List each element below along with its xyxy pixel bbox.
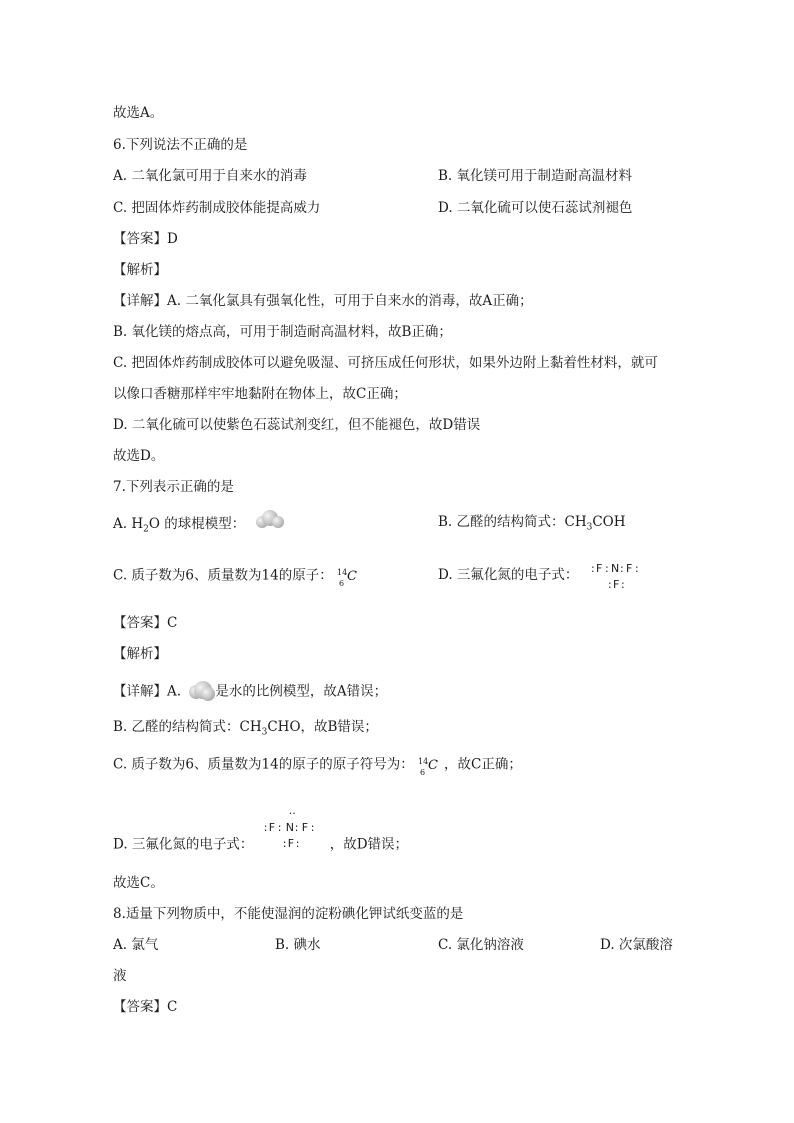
q6-options-row-1 <box>113 167 633 185</box>
question-8: 8.适量下列物质中，不能使湿润的淀粉碘化钾试纸变蓝的是 <box>113 906 464 922</box>
nuclide-symbol-answer: 14 6 C <box>418 757 438 777</box>
q7-option-d: D. 三氟化氮的电子式： <box>438 567 579 583</box>
q6-option-b: B. 氧化镁可用于制造耐高温材料 <box>438 168 633 184</box>
ball-stick-model-image <box>254 509 284 531</box>
q8-option-c: C. 氯化钠溶液 <box>438 937 524 953</box>
detail-7-a: 【详解】A. 是水的比例模型，故A错误； <box>113 681 387 703</box>
q6-options-row-2 <box>113 199 633 217</box>
detail-6-c-line2: 以像口香糖那样牢牢地黏附在物体上，故C正确； <box>113 386 407 402</box>
detail-7-c: C. 质子数为6、质量数为14的原子的原子符号为： 14 6 C ，故C正确； <box>113 756 522 777</box>
q8-option-a: A. 氯气 <box>113 937 159 953</box>
q7-option-b: B. 乙醛的结构简式：$CH_3COH$ <box>438 514 626 533</box>
analysis-7-heading: 【解析】 <box>113 646 167 662</box>
q8-option-d-wrap: 液 <box>113 968 127 984</box>
q7-options-row-2 <box>113 562 639 591</box>
detail-6-b: B. 氧化镁的熔点高，可用于制造耐高温材料，故B正确； <box>113 324 452 340</box>
nuclide-symbol: 14 6 C <box>337 568 357 588</box>
q6-option-a: A. 二氧化氯可用于自来水的消毒 <box>113 168 307 184</box>
q7-option-c: C. 质子数为6、质量数为14的原子： <box>113 567 333 584</box>
question-7: 7.下列表示正确的是 <box>113 479 234 495</box>
q8-option-d: D. 次氯酸溶 <box>600 937 673 953</box>
q8-option-b: B. 碘水 <box>275 937 321 953</box>
detail-6-d: D. 二氧化硫可以使紫色石蕊试剂变红，但不能褪色，故D错误 <box>113 417 481 433</box>
conclusion-6: 故选D。 <box>113 448 165 464</box>
question-6: 6.下列说法不正确的是 <box>113 137 248 153</box>
q6-option-d: D. 二氧化硫可以使石蕊试剂褪色 <box>438 200 633 216</box>
analysis-6-heading: 【解析】 <box>113 262 167 278</box>
detail-6-c-line1: C. 把固体炸药制成胶体可以避免吸湿、可挤压成任何形状，如果外边附上黏着性材料，就可 <box>113 355 658 371</box>
q7-options-row-1 <box>113 513 626 538</box>
detail-6-a: 【详解】A. 二氧化氯具有强氧化性，可用于自来水的消毒，故A正确； <box>113 293 533 309</box>
lewis-structure-answer-image: ·· : F : N : F : F : : <box>263 807 315 850</box>
answer-8: 【答案】C <box>113 999 178 1015</box>
detail-7-b: B. 乙醛的结构简式：$CH_3CHO$，故B错误； <box>113 719 378 738</box>
answer-6: 【答案】D <box>113 231 178 247</box>
conclusion-7: 故选C。 <box>113 875 164 891</box>
answer-7: 【答案】C <box>113 615 178 631</box>
detail-7-d: D. 三氟化氮的电子式： ·· : F : N : F : F : : ，故D错误； <box>113 815 408 875</box>
conclusion-5: 故选A。 <box>113 105 164 121</box>
lewis-structure-image: : F : N : F : F : : <box>591 562 639 591</box>
q7-option-a: A. $H_2O$ 的球棍模型： <box>113 515 246 535</box>
q6-option-c: C. 把固体炸药制成胶体能提高威力 <box>113 200 321 216</box>
space-filling-model-image <box>189 681 215 703</box>
